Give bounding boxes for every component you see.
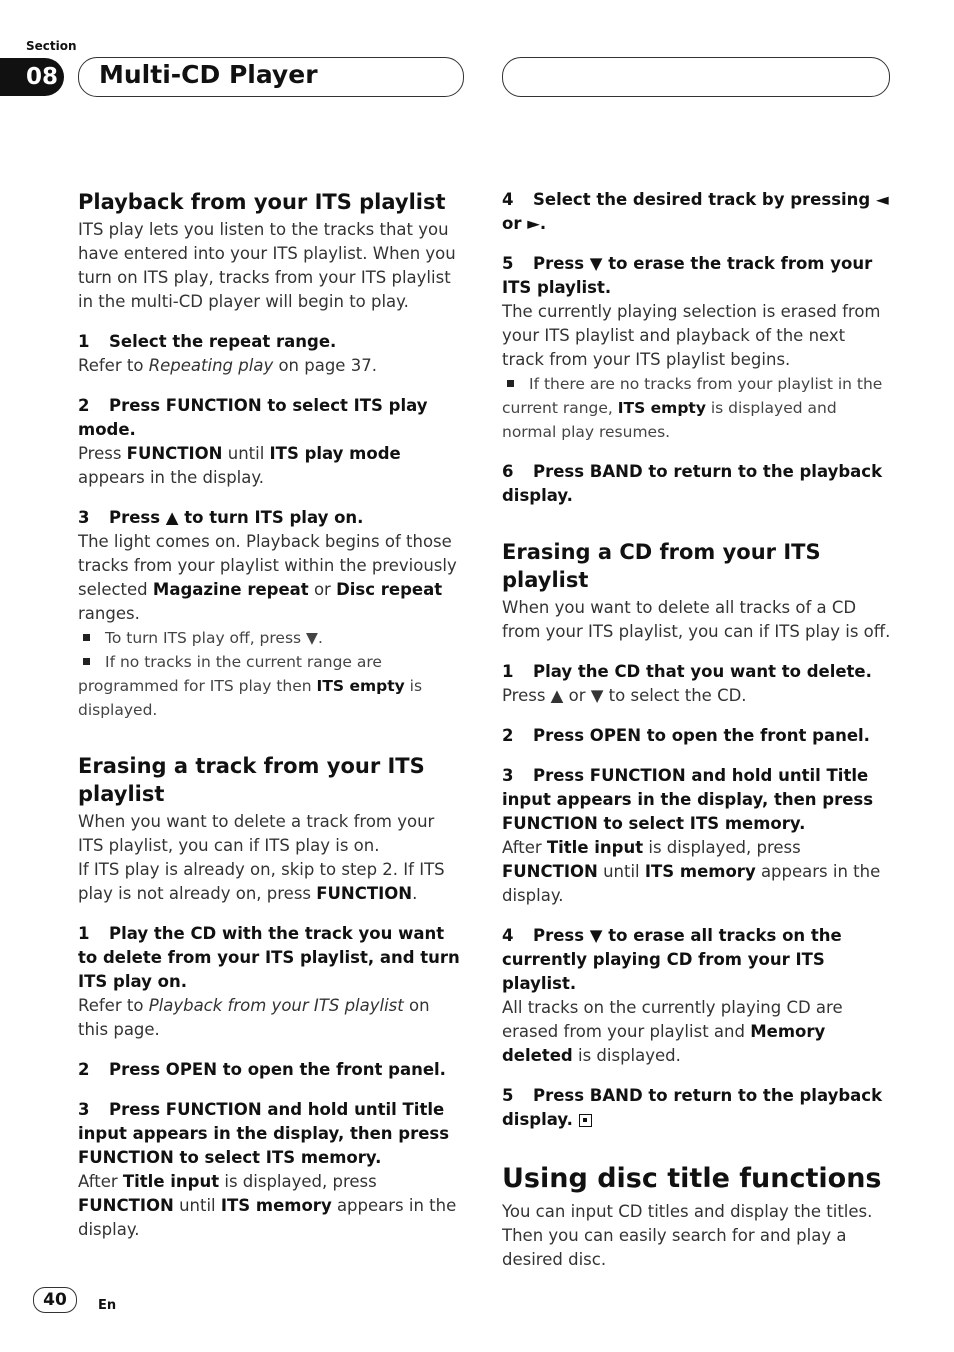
- heading-erase-cd: Erasing a CD from your ITS playlist: [502, 540, 821, 592]
- disc-title-intro: You can input CD titles and display the titles. Then you can easily search for and play a desired disc.: [502, 1202, 873, 1269]
- erase-step-2: 2 Press OPEN to open the front panel.: [78, 1060, 446, 1079]
- bullet-square-icon: [83, 634, 90, 641]
- language-label: En: [98, 1298, 117, 1313]
- erase-step-5-body: The currently playing selection is erased from your ITS playlist and playback of the next track from your ITS playlist begins.: [502, 302, 881, 369]
- cd-step-4-body: All tracks on the currently playing CD are erased from your playlist and Memory deleted is displayed.: [502, 998, 843, 1065]
- step-3-body: The light comes on. Playback begins of those tracks from your playlist within the previously selected Magazine repeat or Disc repeat ranges.: [78, 532, 457, 623]
- bullet-square-icon: [507, 380, 514, 387]
- erase-step-1: 1 Play the CD with the track you want to delete from your ITS playlist, and turn ITS play on.: [78, 924, 460, 991]
- note-its-empty: If no tracks in the current range are programmed for ITS play then ITS empty is displayed.: [78, 653, 423, 719]
- erase-step-4: 4 Select the desired track by pressing ◄ or ►.: [502, 190, 889, 233]
- cd-step-1: 1 Play the CD that you want to delete.: [502, 662, 872, 681]
- page-number: 40: [33, 1287, 77, 1313]
- chapter-title-box: [78, 57, 464, 97]
- erase-step-3-body: After Title input is displayed, press FUNCTION until ITS memory appears in the display.: [78, 1172, 457, 1239]
- step-3-its-on: 3 Press ▲ to turn ITS play on.: [78, 508, 364, 527]
- end-of-section-icon: [579, 1114, 592, 1127]
- erase-step-5: 5 Press ▼ to erase the track from your ITS playlist.: [502, 254, 873, 297]
- playback-intro: ITS play lets you listen to the tracks that you have entered into your ITS playlist. When you turn on ITS play, tracks from your ITS playlist in the multi-CD player will begin to play.: [78, 220, 456, 311]
- heading-disc-title-functions: Using disc title functions: [502, 1163, 882, 1194]
- heading-playback-its: Playback from your ITS playlist: [78, 190, 446, 214]
- cd-step-5: 5 Press BAND to return to the playback display.: [502, 1086, 883, 1129]
- section-number-tab: 08: [0, 58, 64, 96]
- step-1-select-range: 1 Select the repeat range.: [78, 332, 337, 351]
- erase-step-6: 6 Press BAND to return to the playback display.: [502, 462, 883, 505]
- section-label: Section: [26, 39, 77, 53]
- right-column: [502, 188, 892, 1272]
- erase-step-1-body: Refer to Playback from your ITS playlist on this page.: [78, 996, 430, 1039]
- cd-step-1-body: Press ▲ or ▼ to select the CD.: [502, 686, 747, 705]
- note-its-off: To turn ITS play off, press ▼.: [78, 626, 463, 650]
- step-1-body: Refer to Repeating play on page 37.: [78, 356, 377, 375]
- note-no-tracks: If there are no tracks from your playlist in the current range, ITS empty is displayed and normal play resumes.: [502, 375, 883, 441]
- cd-step-3: 3 Press FUNCTION and hold until Title input appears in the display, then press FUNCTION to select ITS memory.: [502, 766, 874, 833]
- chapter-title: Multi-CD Player: [99, 60, 318, 89]
- step-2-function: 2 Press FUNCTION to select ITS play mode.: [78, 396, 428, 439]
- erase-cd-intro: When you want to delete all tracks of a CD from your ITS playlist, you can if ITS play is off.: [502, 598, 891, 641]
- bullet-square-icon: [83, 658, 90, 665]
- cd-step-4: 4 Press ▼ to erase all tracks on the currently playing CD from your ITS playlist.: [502, 926, 842, 993]
- header-right-box: [502, 57, 890, 97]
- step-2-body: Press FUNCTION until ITS play mode appears in the display.: [78, 444, 401, 487]
- erase-step-3: 3 Press FUNCTION and hold until Title input appears in the display, then press FUNCTION to select ITS memory.: [78, 1100, 450, 1167]
- heading-erase-track: Erasing a track from your ITS playlist: [78, 754, 425, 806]
- cd-step-3-body: After Title input is displayed, press FUNCTION until ITS memory appears in the display.: [502, 838, 881, 905]
- erase-track-intro-2: If ITS play is already on, skip to step 2. If ITS play is not already on, press FUNCTION.: [78, 860, 445, 903]
- left-column: [78, 188, 463, 1242]
- cd-step-2: 2 Press OPEN to open the front panel.: [502, 726, 870, 745]
- erase-track-intro: When you want to delete a track from your ITS playlist, you can if ITS play is on.: [78, 812, 435, 855]
